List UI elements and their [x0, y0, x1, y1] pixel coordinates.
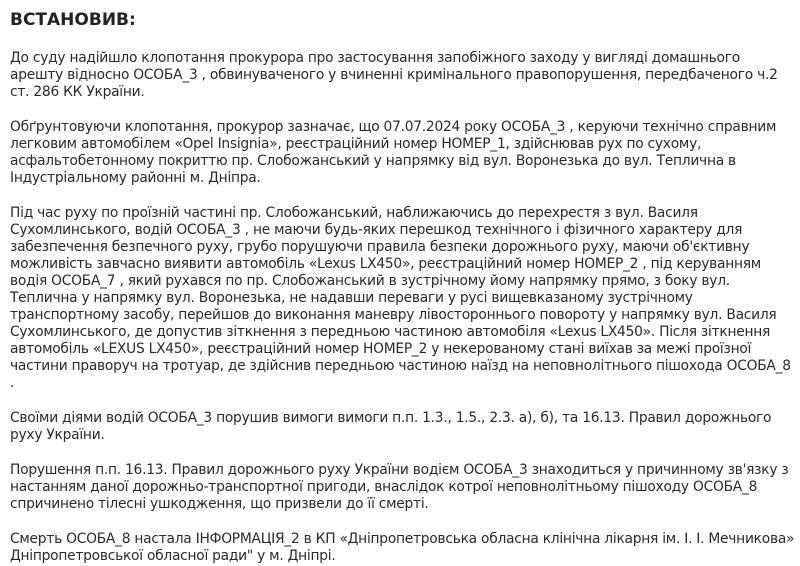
- paragraph-causation: Порушення п.п. 16.13. Правил дорожнього руху України водієм ОСОБА_3 знаходиться у причинному зв'язку з настанням даної дорожньо-транспортної пригоди, внаслідок котрої неповнолітньому пішоходу ОСОБА_8 спричинено тілесні ушкодження, що призвели до її смерті.: [10, 462, 789, 512]
- paragraph-death: Смерть ОСОБА_8 настала ІНФОРМАЦІЯ_2 в КП «Дніпропетровська обласна клінічна лікарня ім. І. І. Мечникова» Дніпропетровської обласної ради" у м. Дніпрі.: [10, 531, 795, 564]
- paragraph-incident: Під час руху по проїзній частині пр. Слобожанський, наближаючись до перехрестя з вул. Василя Сухомлинського, водій ОСОБА_3 , не маючи будь-яких перешкод технічного і фізичного характеру для забезпечення безпечного руху, грубо порушуючи правила безпеки дорожнього руху, маючи об'єктивну можливість завчасно виявити автомобіль «Lexus LX450», реєстраційний номер НОМЕР_2 , під керуванням водія ОСОБА_7 , який рухався по пр. Слобожанський в зустрічному йому напрямку прямо, з боку вул. Теплична у напрямку вул. Воронезька, не надавши переваги у русі вищевказаному зустрічному транспортному засобу, перейшов до виконання маневру лівостороннього повороту у напрямку вул. Василя Сухомлинського, де допустив зіткнення з передньою частиною автомобіля «Lexus LX450». Після зіткнення автомобіль «LEXUS LX450», реєстраційний номер НОМЕР_2 у некерованому стані виїхав за межі проїзної частини праворуч на тротуар, де здійснив передньою частиною наїзд на неповнолітнього пішохода ОСОБА_8 .: [10, 205, 791, 391]
- paragraph-violations: Своїми діями водій ОСОБА_3 порушив вимоги вимоги п.п. 1.3., 1.5., 2.3. а), б), та 16.13. Правил дорожнього руху України.: [10, 410, 772, 443]
- section-heading: ВСТАНОВИВ:: [10, 10, 136, 30]
- court-ruling-document: [10, 10, 796, 565]
- paragraph-motion: До суду надійшло клопотання прокурора про застосування запобіжного заходу у вигляді домашнього арешту відносно ОСОБА_3 , обвинуваченого у вчиненні кримінального правопорушення, передбаченого ч.2 ст. 286 КК України.: [10, 50, 778, 100]
- paragraph-justification: Обґрунтовуючи клопотання, прокурор зазначає, що 07.07.2024 року ОСОБА_3 , керуючи технічно справним легковим автомобілем «Opel Insignia», реєстраційний номер НОМЕР_1, здійснював рух по сухому, асфальтобетонному покриттю пр. Слобожанський у напрямку від вул. Воронезька до вул. Теплична в Індустріальному районні м. Дніпра.: [10, 119, 777, 186]
